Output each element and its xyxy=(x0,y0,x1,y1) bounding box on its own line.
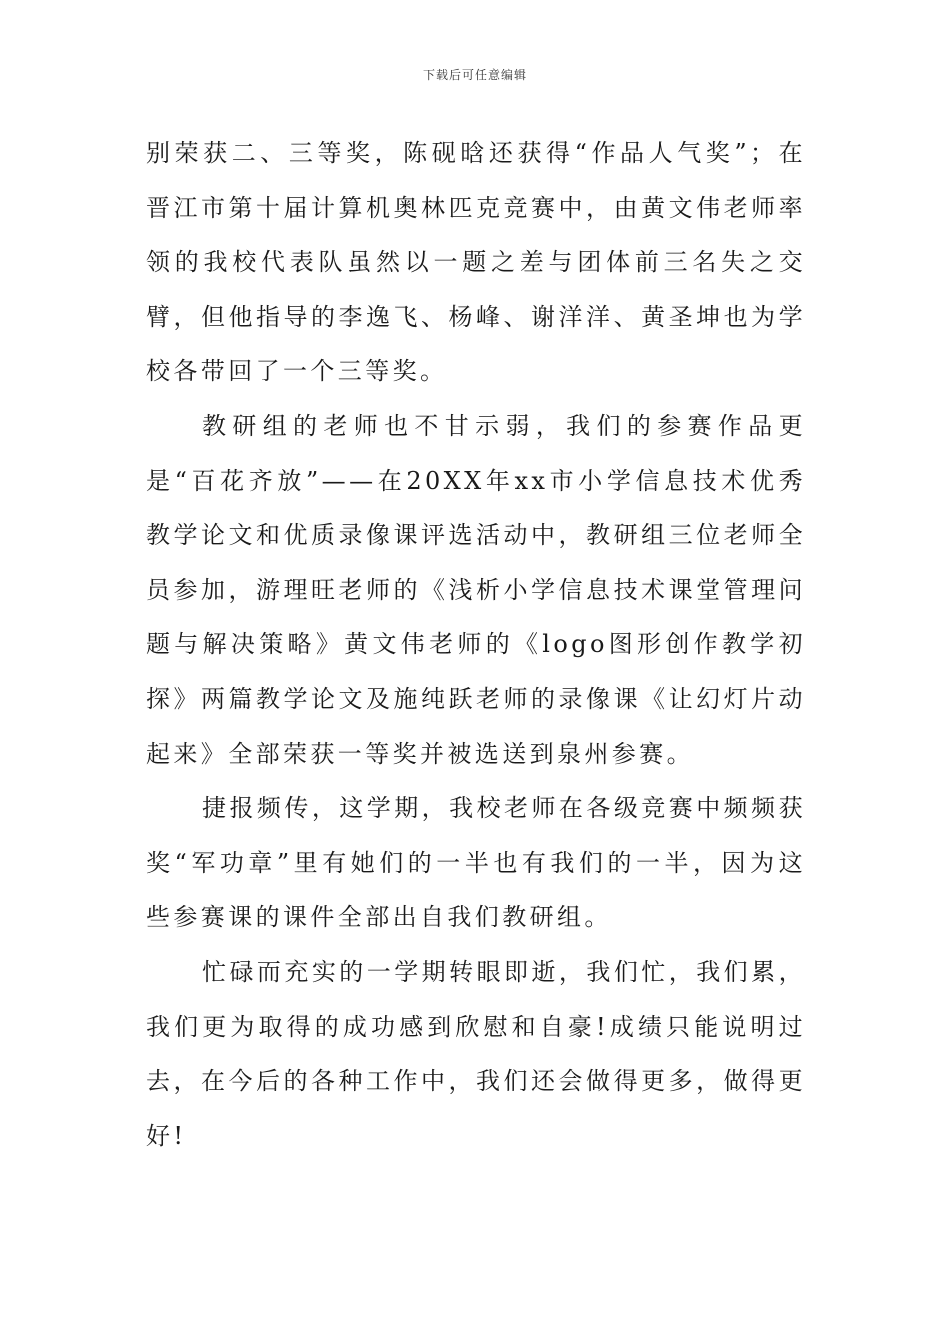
paragraph-teacher-entries: 教研组的老师也不甘示弱，我们的参赛作品更是“百花齐放”——在20XX年xx市小学信息技术优秀教学论文和优质录像课评选活动中，教研组三位老师全员参加，游理旺老师的《浅析小学信息技术课堂管理问题与解决策略》黄文伟老师的《logo图形创作教学初探》两篇教学论文及施纯跃老师的录像课《让幻灯片动起来》全部荣获一等奖并被选送到泉州参赛。 xyxy=(146,411,806,768)
document-body xyxy=(146,126,806,1163)
paragraph-good-news: 捷报频传，这学期，我校老师在各级竞赛中频频获奖“军功章”里有她们的一半也有我们的一半，因为这些参赛课的课件全部出自我们教研组。 xyxy=(146,794,806,932)
page-header-note: 下载后可任意编辑 xyxy=(422,68,527,82)
paragraph-conclusion: 忙碌而充实的一学期转眼即逝，我们忙，我们累，我们更为取得的成功感到欣慰和自豪!成绩只能说明过去，在今后的各种工作中，我们还会做得更多，做得更好! xyxy=(146,957,806,1150)
paragraph-awards-continued: 别荣获二、三等奖，陈砚晗还获得“作品人气奖”；在晋江市第十届计算机奥林匹克竞赛中，由黄文伟老师率领的我校代表队虽然以一题之差与团体前三名失之交臂，但他指导的李逸飞、杨峰、谢洋洋、黄圣坤也为学校各带回了一个三等奖。 xyxy=(146,139,806,386)
